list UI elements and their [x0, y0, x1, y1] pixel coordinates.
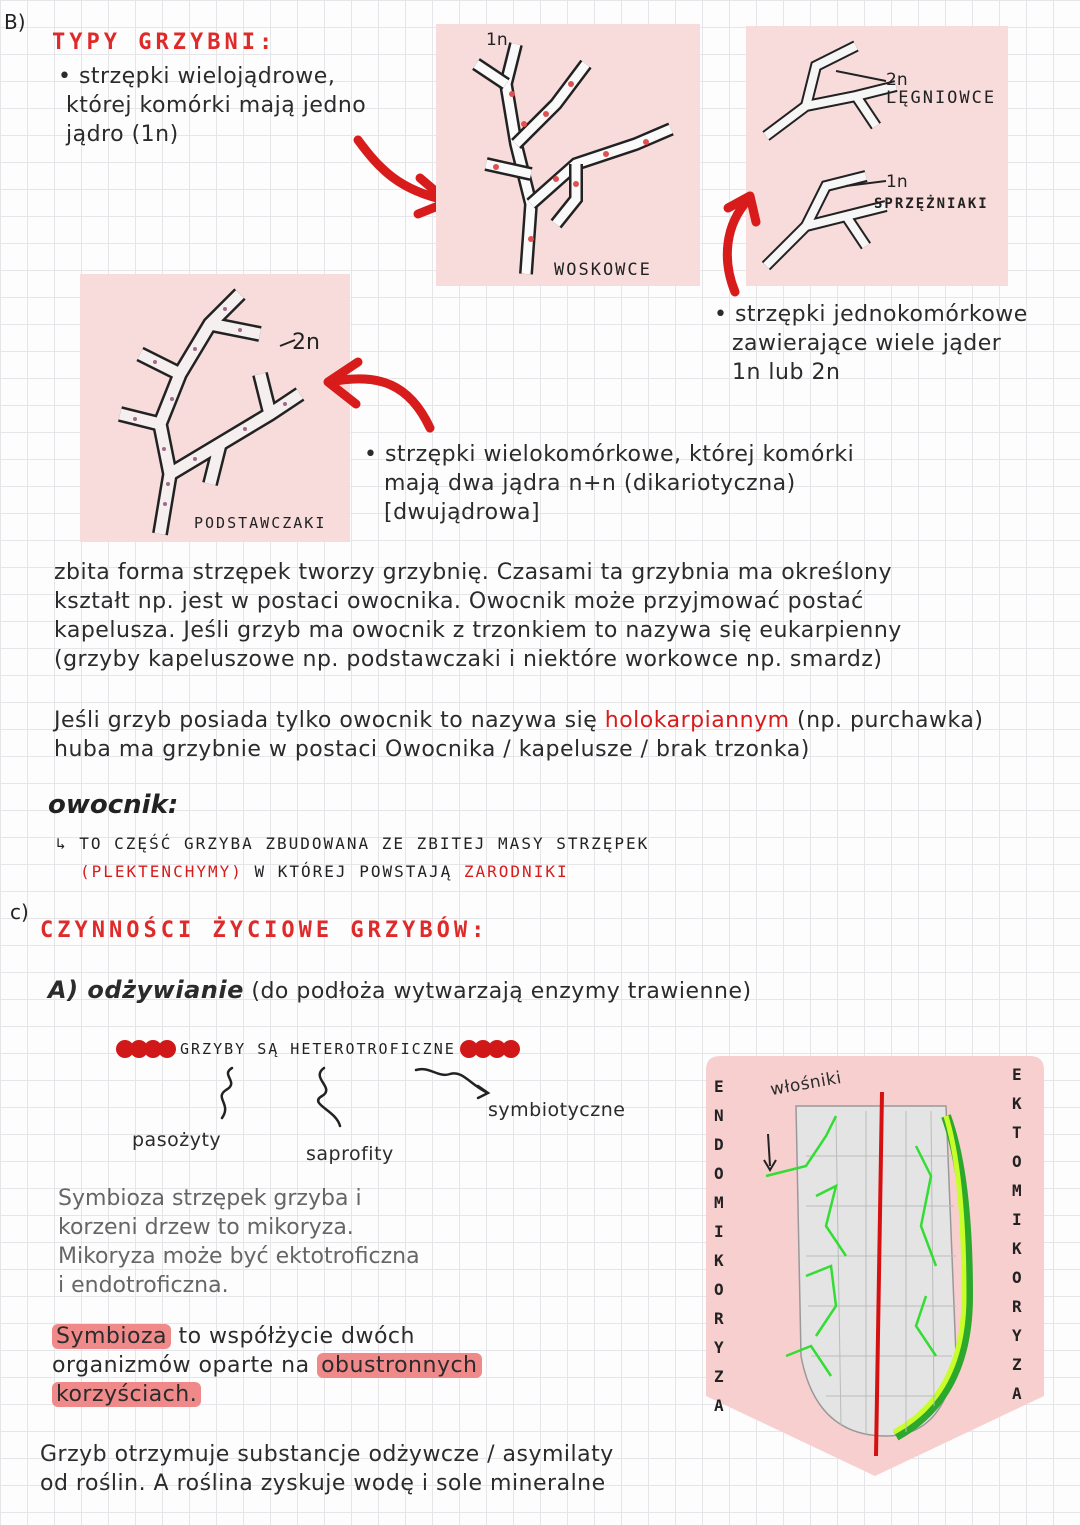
bullet-multinucleate: • strzępki wielojądrowe, której komórki mają jedno jądro (1n) — [58, 64, 367, 147]
label-woskowce-1n: 1n — [486, 30, 508, 50]
label-ektomikoryza: EKTOMIKORYZA — [1012, 1065, 1022, 1403]
section-title-types: TYPY GRZYBNI: — [52, 30, 277, 55]
heading-owocnik: owocnik: — [48, 790, 179, 820]
section-title-czynnosci: CZYNNOŚCI ŻYCIOWE GRZYBÓW: — [40, 918, 489, 943]
paragraph-holokarpiczny: Jeśli grzyb posiada tylko owocnik to nazywa się holokarpiannym (np. purchawka) huba ma grzybnie w postaci Owocnika / kapelusze / brak trzonka) — [54, 708, 984, 762]
subheading-odzywianie: A) odżywianie (do podłoża wytwarzają enzymy trawienne) — [48, 976, 752, 1004]
caption-woskowce: WOSKOWCE — [554, 260, 652, 280]
paragraph-mikoryza: Symbioza strzępek grzyba i korzeni drzew to mikoryza. Mikoryza może być ektotroficzna i endotroficzna. — [58, 1186, 420, 1298]
mycorrhiza-diagram-art — [706, 1056, 1044, 1476]
mycorrhiza-diagram — [706, 1056, 1044, 1476]
label-sprzezniaki-1n: 1n — [886, 172, 908, 192]
label-podstawczaki-2n: 2n — [292, 330, 320, 355]
highlight-symbioza: Symbioza — [52, 1324, 171, 1349]
label-wlosniki: włośniki — [768, 1067, 844, 1101]
paragraph-grzybnia: zbita forma strzępek tworzy grzybnię. Czasami ta grzybnia ma określony kształt np. jest w postaci owocnika. Owocnik może przyjmować postać kapelusza. Jeśli grzyb ma owocnik z trzonkiem to nazywa się eukarpienny (grzyby kapeluszowe np. podstawczaki i niektóre workowce np. smardz) — [54, 560, 902, 672]
caption-podstawczaki: PODSTAWCZAKI — [194, 514, 327, 532]
bullet-dikaryotic: • strzępki wielokomórkowe, której komórki mają dwa jądra n+n (dikariotyczna) [dwujądrowa] — [364, 442, 855, 525]
highlight-korzysciach: korzyściach. — [52, 1382, 201, 1407]
type-saprofity: saprofity — [306, 1143, 394, 1165]
type-pasozyty: pasożyty — [132, 1129, 222, 1151]
definition-symbioza: Symbioza to współżycie dwóch organizmów oparte na obustronnych korzyściach. — [52, 1322, 482, 1409]
owocnik-definition-line2: (PLEKTENCHYMY) W KTÓREJ POWSTAJĄ ZARODNIKI — [80, 862, 569, 881]
heterotrophic-label: GRZYBY SĄ HETEROTROFICZNE — [180, 1040, 456, 1058]
owocnik-definition-line1: ↳ TO CZĘŚĆ GRZYBA ZBUDOWANA ZE ZBITEJ MASY STRZĘPEK — [56, 834, 650, 853]
section-marker-c: c) — [10, 900, 29, 924]
term-holokarpiczny: holokarpiannym — [604, 708, 790, 733]
section-marker-b: B) — [4, 10, 26, 34]
label-legniowce-2n: 2n — [886, 70, 908, 90]
highlight-obustronnych: obustronnych — [317, 1353, 481, 1378]
paragraph-exchange: Grzyb otrzymuje substancje odżywcze / asymilaty od roślin. A roślina zyskuje wodę i sole mineralne — [40, 1442, 614, 1496]
label-endomikoryza: ENDOMIKORYZA — [714, 1077, 724, 1415]
type-symbiotyczne: symbiotyczne — [488, 1099, 626, 1121]
name-legniowce: LĘGNIOWCE — [886, 88, 997, 108]
name-sprzezniaki: SPRZĘŻNIAKI — [874, 196, 989, 212]
bullet-unicellular: • strzępki jednokomórkowe zawierające wiele jąder 1n lub 2n — [714, 302, 1028, 385]
